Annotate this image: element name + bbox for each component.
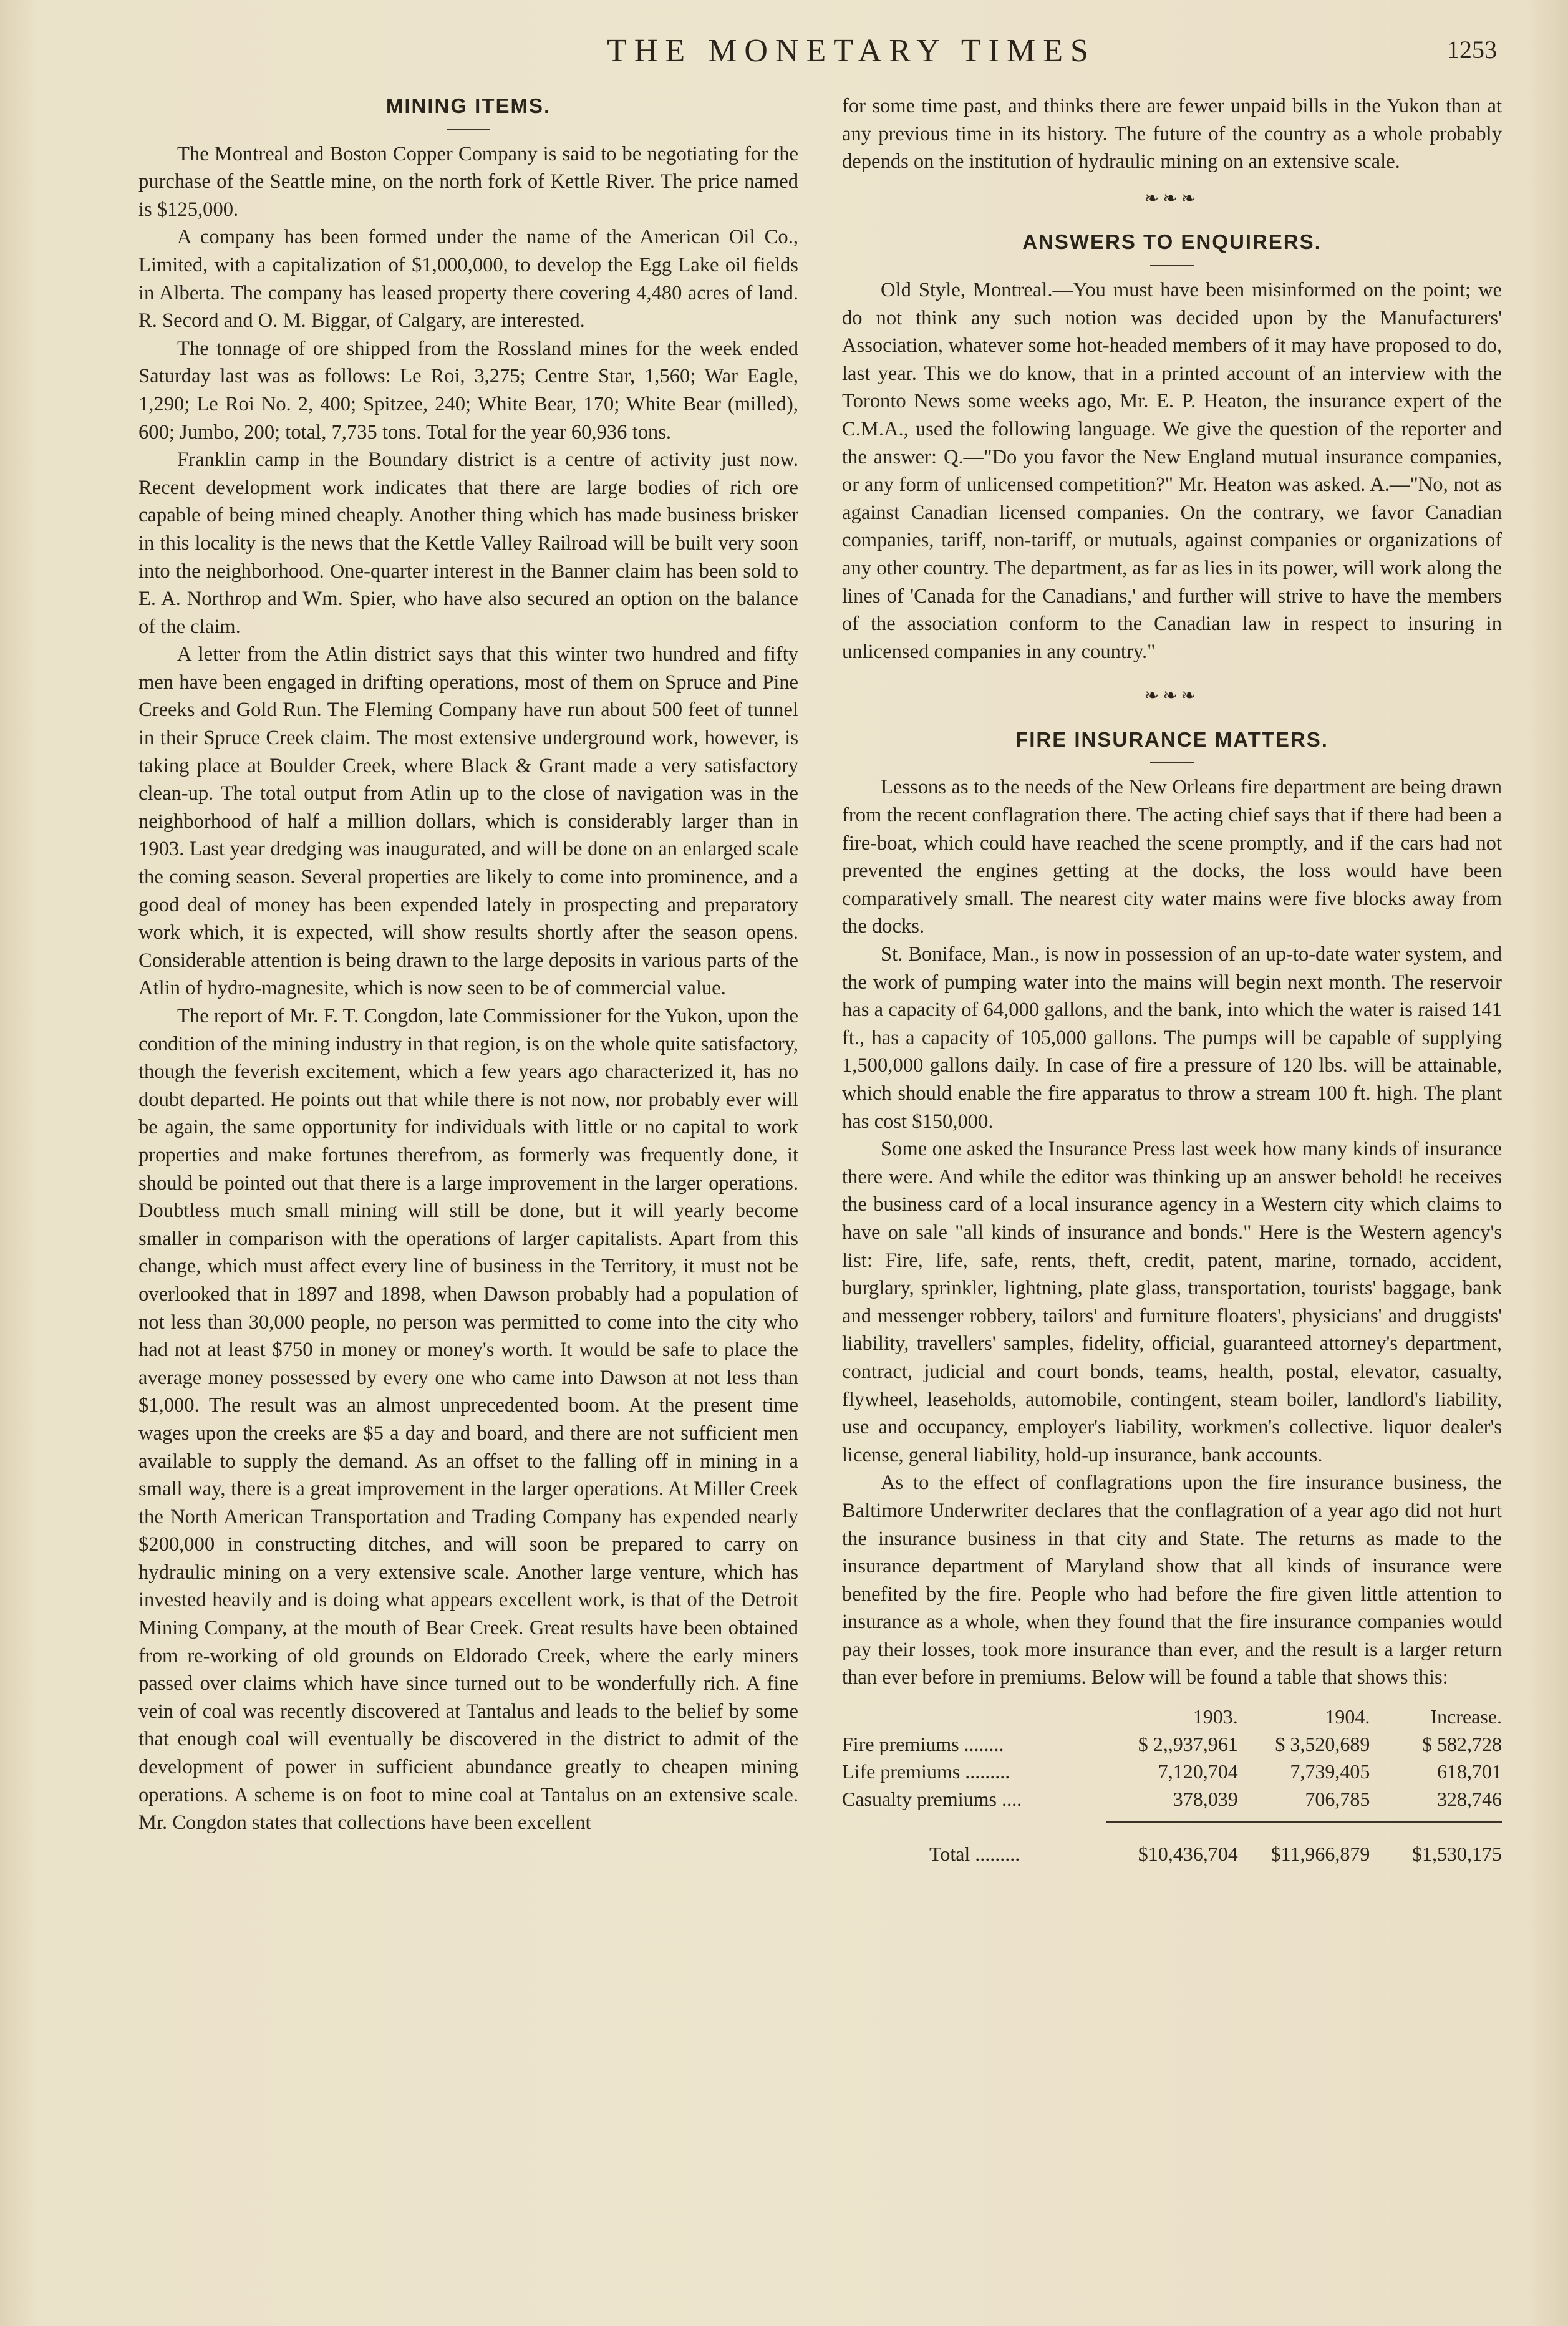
table-row — [842, 1785, 1502, 1813]
table-cell: Casualty premiums .... — [842, 1788, 1022, 1811]
running-title: THE MONETARY TIMES — [607, 33, 1096, 69]
article-paragraph: Old Style, Montreal.—You must have been misinformed on the point; we do not think any such notion was decided upon by the Manufacturers' Association, whatever some hot-headed members of it may have proposed to do, last year. This we do know, that in a printed account of an interview with the Toronto News some weeks ago, Mr. E. P. Heaton, the insurance expert of the C.M.A., used the following language. We give the question of the reporter and the answer: Q.—"Do you favor the New England mutual insurance companies, or any form of unlicensed competition?" Mr. Heaton was asked. A.—"No, not as against Canadian licensed companies. On the contrary, we favor Canadian companies, tariff, non-tariff, or mutuals, against companies or organizations of any other country. The department, as far as lies in its power, will work along the lines of 'Canada for the Canadians,' and further will strive to have the members of the association conform to the Canadian law in respect to insuring in unlicensed companies in any country." — [842, 278, 1502, 663]
article-paragraph: Lessons as to the needs of the New Orleans fire department are being drawn from the recent conflagration there. The acting chief says that if there had been a fire-boat, which could have reached the scene promptly, and if the cars had not prevented the engines getting at the docks, the loss would have been comparatively small. The nearest city water mains were five blocks away from the docks. — [842, 776, 1502, 938]
mining-items-title: MINING ITEMS. — [385, 94, 551, 117]
table-cell: 328,746 — [1437, 1788, 1502, 1811]
title-rule — [1150, 762, 1194, 763]
title-rule — [1150, 265, 1194, 266]
table-cell: $11,966,879 — [1270, 1843, 1370, 1866]
article-paragraph: A letter from the Atlin district says that this winter two hundred and fifty men have been engaged in drifting operations, most of them on Spruce and Pine Creeks and Gold Run. The Fleming Company have run about 500 feet of tunnel in their Spruce Creek claim. The most extensive underground work, however, is taking place at Boulder Creek, where Black & Grant made a very satisfactory clean-up. The total output from Atlin up to the close of navigation was in the neighborhood of half a million dollars, which is considerably larger than in 1903. Last year dredging was inaugurated, and will be done on an enlarged scale the coming season. Several properties are likely to come into prominence, and a good deal of money has been expended lately in prospecting and preparatory work which, it is expected, will show results shortly after the season opens. Considerable attention is being drawn to the large deposits in various parts of the Atlin of hydro-magnesite, which is now seen to be of commercial value. — [138, 643, 798, 1000]
table-cell: $ 3,520,689 — [1275, 1733, 1370, 1756]
article-paragraph: The Montreal and Boston Copper Company is said to be negotiating for the purchase of the Seattle mine, on the north fork of Kettle River. The price named is $125,000. — [138, 142, 798, 221]
title-rule — [447, 129, 490, 130]
table-spacer — [842, 1813, 1106, 1822]
premiums-table — [842, 1703, 1502, 1868]
table-total-row — [842, 1822, 1502, 1868]
mining-continuation: for some time past, and thinks there are fewer unpaid bills in the Yukon than at any previous time in its history. The future of the country as a whole probably depends on the institution of hydraulic mining on an extensive scale. — [842, 95, 1502, 173]
fire-insurance-title: FIRE INSURANCE MATTERS. — [1015, 727, 1328, 751]
table-header: Increase. — [1430, 1705, 1502, 1728]
table-cell: 618,701 — [1437, 1760, 1502, 1783]
table-cell: 7,120,704 — [1158, 1760, 1238, 1783]
table-cell: $10,436,704 — [1138, 1843, 1238, 1866]
article-paragraph: A company has been formed under the name of the American Oil Co., Limited, with a capitalization of $1,000,000, to develop the Egg Lake oil fields in Alberta. The company has leased property there covering 4,480 acres of land. R. Secord and O. M. Biggar, of Calgary, are interested. — [138, 226, 798, 332]
table-cell: $1,530,175 — [1412, 1843, 1502, 1866]
answers-title: ANSWERS TO ENQUIRERS. — [1022, 230, 1322, 254]
page-number: 1253 — [1447, 36, 1497, 64]
total-label: Total ......... — [929, 1842, 1020, 1865]
table-cell: Life premiums ......... — [842, 1760, 1010, 1783]
article-paragraph: Franklin camp in the Boundary district is a centre of activity just now. Recent development work indicates that there are large bodies of rich ore capable of being mined cheaply. Another thing which has made business brisker in this locality is the news that the Kettle Valley Railroad will be built very soon into the neighborhood. One-quarter interest in the Banner claim has been sold to E. A. Northrop and Wm. Spier, who have also secured an option on the balance of the claim. — [138, 448, 798, 638]
table-header: 1904. — [1325, 1705, 1370, 1728]
section-ornament: ❧❧❧ — [1144, 187, 1200, 208]
table-rule — [1238, 1813, 1370, 1822]
table-row — [842, 1758, 1502, 1785]
table-cell: 706,785 — [1305, 1788, 1370, 1811]
table-header-row — [842, 1703, 1502, 1730]
table-rule — [1106, 1813, 1238, 1822]
article-paragraph: The report of Mr. F. T. Congdon, late Commissioner for the Yukon, upon the condition of the mining industry in that region, is on the whole quite satisfactory, though the feverish excitement, which a few years ago characterized it, has no doubt departed. He points out that while there is not now, nor probably ever will be again, the same opportunity for individuals with little or no capital to work properties and make fortunes therefrom, as formerly was frequently done, it should be pointed out that there is a large improvement in the larger operations. Doubtless much small mining will still be done, but it will yearly become smaller in comparison with the operations of larger capitalists. Apart from this change, which must affect every line of business in the Territory, it must not be overlooked that in 1897 and 1898, when Dawson probably had a population of not less than 30,000 people, no person was permitted to come into the city who had not at least $750 in money or money's worth. It would be safe to place the average money possessed by every one who came into Dawson at not less than $1,000. The result was an almost unprecedented boom. At the present time wages upon the creeks are $5 a day and board, and there are not sufficient men available to supply the demand. As an offset to the falling off in mining in a small way, there is a great improvement in the larger operations. At Miller Creek the North American Transportation and Trading Company has expended nearly $200,000 in constructing ditches, and will soon be prepared to carry on hydraulic mining on a very extensive scale. Another large venture, which has invested heavily and is doing what appears excellent work, is that of the Detroit Mining Company, at the mouth of Bear Creek. Great results have been obtained from re-working of old grounds on Eldorado Creek, where the early miners passed over claims which have since turned out to be wonderfully rich. A fine vein of coal was recently discovered at Tantalus and leads to the belief by some that enough coal will eventually be discovered in the district to admit of the development of power in sufficient abundance greatly to cheapen mining operations. A scheme is on foot to mine coal at Tantalus on an extensive scale. Mr. Congdon states that collections have been excellent — [138, 1005, 798, 1834]
table-cell: 7,739,405 — [1290, 1760, 1370, 1783]
page-header — [137, 32, 1516, 76]
table-header: 1903. — [1193, 1705, 1238, 1728]
table-rule-row — [842, 1813, 1502, 1822]
table-row — [842, 1730, 1502, 1758]
table-cell: Fire premiums ........ — [842, 1733, 1004, 1756]
article-paragraph: Some one asked the Insurance Press last week how many kinds of insurance there were. And while the editor was thinking up an answer behold! he receives the business card of a local insurance agency in a Western city which claims to have on sale "all kinds of insurance and bonds." Here is the Western agency's list: Fire, life, safe, rents, theft, credit, patent, marine, tornado, accident, burglary, sprinkler, lightning, plate glass, transportation, tourists' baggage, bank and messenger robbery, tailors' and furniture floaters', physicians' and druggists' liability, travellers' samples, fidelity, official, guaranteed attorney's department, contract, judicial and court bonds, teams, health, postal, elevator, casualty, flywheel, leaseholds, automobile, contingent, steam boiler, landlord's liability, use and occupancy, employer's liability, workmen's collective. liquor dealer's license, general liability, hold-up insurance, bank accounts. — [842, 1138, 1502, 1466]
table-cell: $ 582,728 — [1422, 1733, 1502, 1756]
section-ornament: ❧❧❧ — [1144, 685, 1200, 706]
table-cell: 378,039 — [1173, 1788, 1238, 1811]
table-cell: $ 2,,937,961 — [1138, 1733, 1238, 1756]
table-header — [842, 1703, 1106, 1730]
article-paragraph: As to the effect of conflagrations upon the fire insurance business, the Baltimore Underwriter declares that the conflagration of a year ago did not hurt the insurance business in that city and State. The returns as made to the insurance department of Maryland show that all kinds of insurance were benefited by the fire. People who had before the fire given little attention to insurance as a whole, when they found that the fire insurance companies would pay their losses, took more insurance than ever, and the result is a larger return than ever before in premiums. Below will be found a table that shows this: — [842, 1471, 1502, 1689]
article-paragraph: The tonnage of ore shipped from the Rossland mines for the week ended Saturday last was as follows: Le Roi, 3,275; Centre Star, 1,560; War Eagle, 1,290; Le Roi No. 2, 400; Spitzee, 240; White Bear, 170; White Bear (milled), 600; Jumbo, 200; total, 7,735 tons. Total for the year 60,936 tons. — [138, 337, 798, 443]
right-column — [842, 92, 1502, 2300]
article-paragraph: St. Boniface, Man., is now in possession of an up-to-date water system, and the work of pumping water into the mains will begin next month. The reservoir has a capacity of 64,000 gallons, and the bank, into which the water is raised 141 ft., has a capacity of 105,000 gallons. The pumps will be capable of supplying 1,500,000 gallons daily. In case of fire a pressure of 120 lbs. will be attainable, which should enable the fire apparatus to throw a stream 100 ft. high. The plant has cost $150,000. — [842, 943, 1502, 1133]
table-rule — [1370, 1813, 1502, 1822]
left-column — [138, 92, 798, 2300]
